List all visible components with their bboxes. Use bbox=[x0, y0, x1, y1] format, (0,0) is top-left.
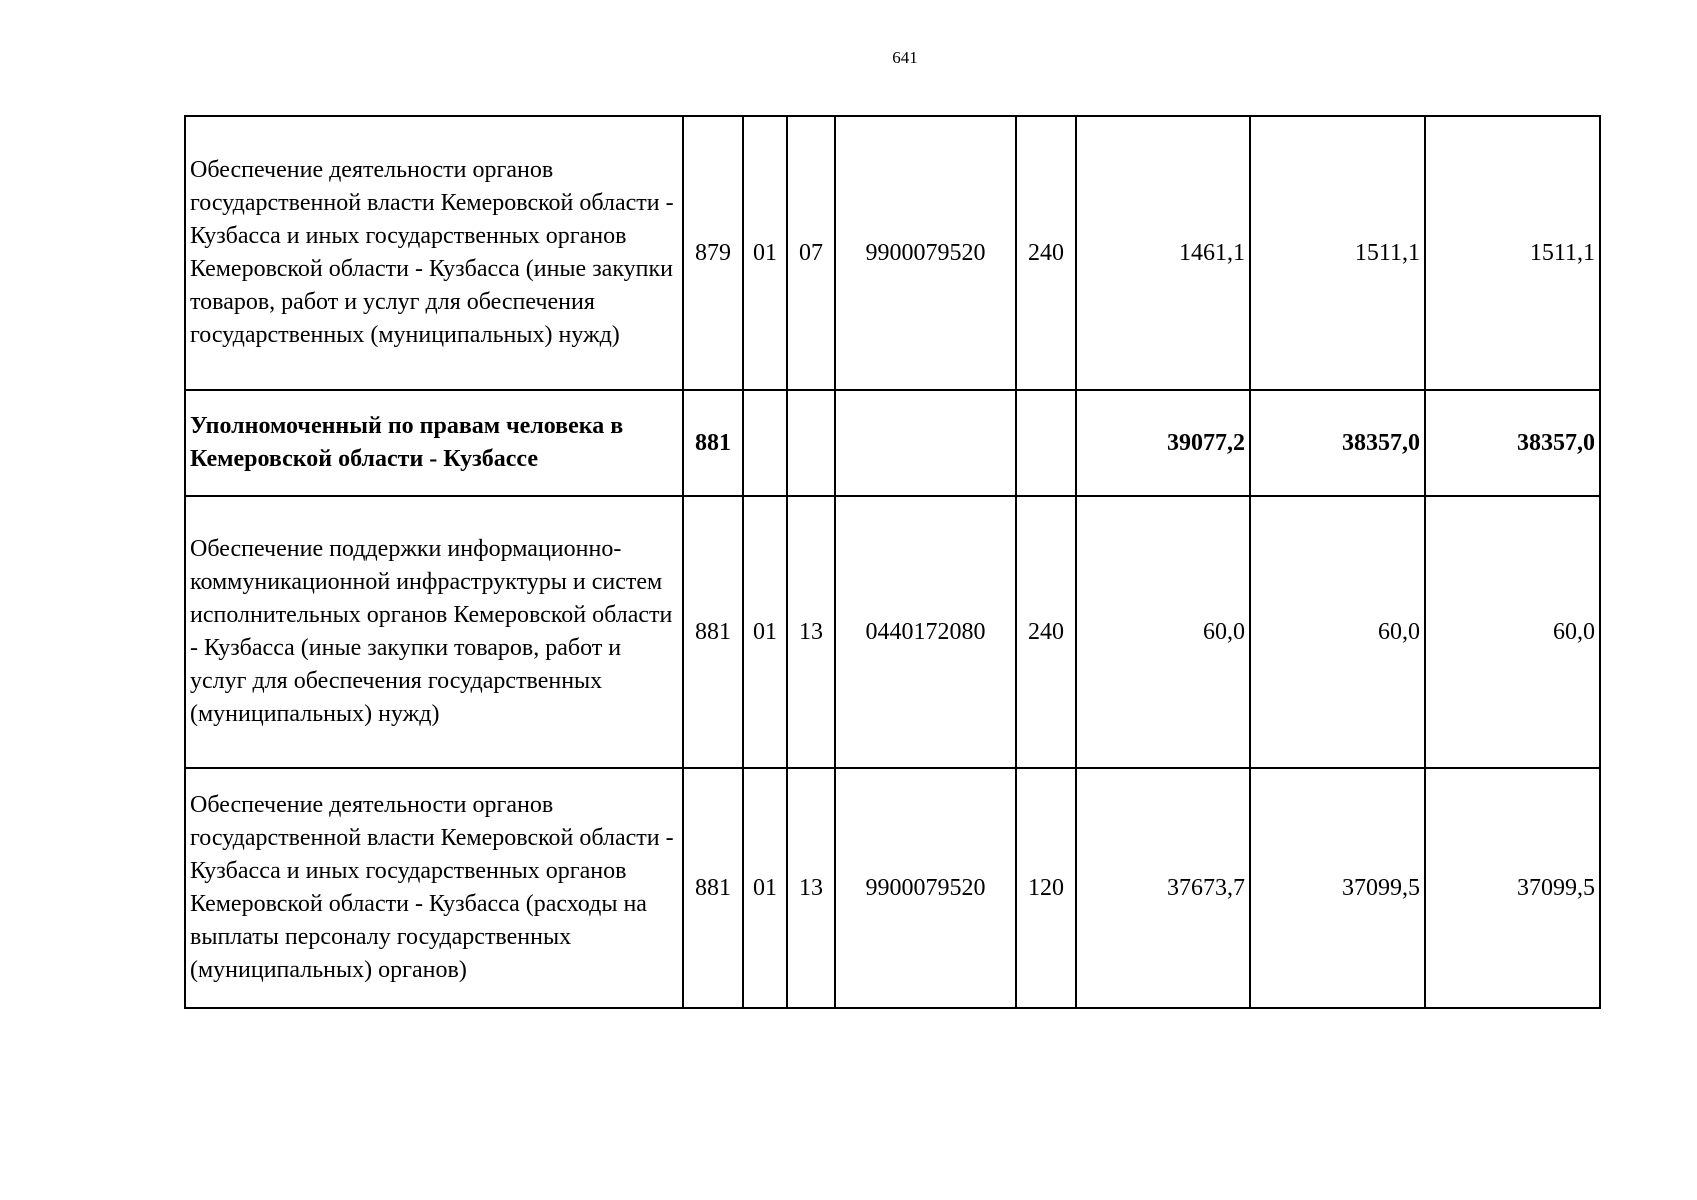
table-row bbox=[185, 496, 1600, 768]
cell-glav: 881 bbox=[683, 390, 743, 496]
cell-csr bbox=[835, 390, 1016, 496]
cell-vr: 240 bbox=[1016, 116, 1076, 390]
cell-sum-1: 1461,1 bbox=[1076, 116, 1250, 390]
cell-sum-1: 37673,7 bbox=[1076, 768, 1250, 1008]
table-row bbox=[185, 116, 1600, 390]
cell-vr: 240 bbox=[1016, 496, 1076, 768]
cell-sum-3: 37099,5 bbox=[1425, 768, 1600, 1008]
cell-sum-1: 39077,2 bbox=[1076, 390, 1250, 496]
cell-sum-2: 1511,1 bbox=[1250, 116, 1425, 390]
cell-name: Уполномоченный по правам человека в Кемеровской области - Кузбассе bbox=[185, 390, 683, 496]
cell-sum-1: 60,0 bbox=[1076, 496, 1250, 768]
cell-sum-3: 1511,1 bbox=[1425, 116, 1600, 390]
cell-rz bbox=[743, 390, 787, 496]
table-row bbox=[185, 768, 1600, 1008]
cell-rz: 01 bbox=[743, 768, 787, 1008]
cell-name: Обеспечение деятельности органов государственной власти Кемеровской области - Кузбасса и иных государственных органов Кемеровской области - Кузбасса (иные закупки товаров, работ и услуг для обеспечения государственных (муниципальных) нужд) bbox=[185, 116, 683, 390]
cell-csr: 0440172080 bbox=[835, 496, 1016, 768]
cell-rz: 01 bbox=[743, 116, 787, 390]
page-number: 641 bbox=[892, 48, 918, 67]
budget-table bbox=[184, 115, 1601, 1009]
cell-vr: 120 bbox=[1016, 768, 1076, 1008]
cell-sum-2: 37099,5 bbox=[1250, 768, 1425, 1008]
cell-glav: 881 bbox=[683, 496, 743, 768]
cell-pr: 13 bbox=[787, 496, 835, 768]
cell-csr: 9900079520 bbox=[835, 768, 1016, 1008]
cell-name: Обеспечение деятельности органов государственной власти Кемеровской области - Кузбасса и иных государственных органов Кемеровской области - Кузбасса (расходы на выплаты персоналу государственных (муниципальных) органов) bbox=[185, 768, 683, 1008]
cell-rz: 01 bbox=[743, 496, 787, 768]
cell-pr: 07 bbox=[787, 116, 835, 390]
cell-pr: 13 bbox=[787, 768, 835, 1008]
cell-name: Обеспечение поддержки информационно-коммуникационной инфраструктуры и систем исполнительных органов Кемеровской области - Кузбасса (иные закупки товаров, работ и услуг для обеспечения государственных (муниципальных) нужд) bbox=[185, 496, 683, 768]
table-row-total bbox=[185, 390, 1600, 496]
cell-sum-2: 60,0 bbox=[1250, 496, 1425, 768]
cell-glav: 881 bbox=[683, 768, 743, 1008]
cell-sum-3: 60,0 bbox=[1425, 496, 1600, 768]
cell-glav: 879 bbox=[683, 116, 743, 390]
cell-sum-3: 38357,0 bbox=[1425, 390, 1600, 496]
cell-sum-2: 38357,0 bbox=[1250, 390, 1425, 496]
cell-vr bbox=[1016, 390, 1076, 496]
cell-pr bbox=[787, 390, 835, 496]
cell-csr: 9900079520 bbox=[835, 116, 1016, 390]
